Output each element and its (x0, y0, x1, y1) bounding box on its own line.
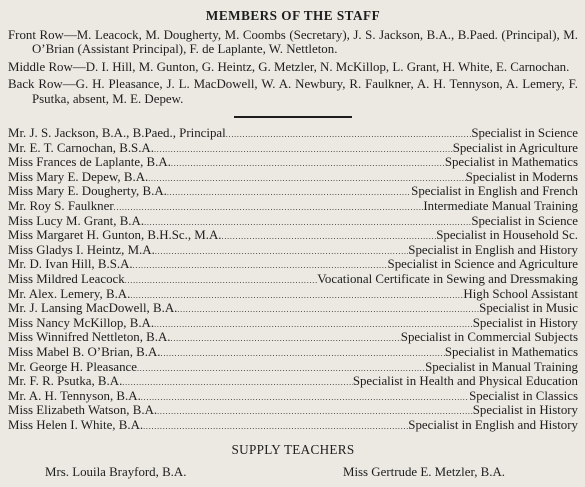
staff-name: Mr. F. R. Psutka, B.A. (8, 374, 123, 389)
staff-row (8, 171, 578, 186)
dot-leader (144, 215, 471, 230)
dot-leader (222, 229, 437, 244)
staff-name: Mr. D. Ivan Hill, B.S.A. (8, 257, 133, 272)
staff-role: High School Assistant (463, 286, 578, 301)
staff-role: Specialist in Science (471, 213, 578, 228)
staff-name: Miss Mary E. Depew, B.A. (8, 169, 149, 184)
photo-rows (8, 28, 578, 106)
staff-role: Specialist in History (472, 403, 578, 418)
staff-list (8, 127, 578, 433)
staff-name: Miss Helen I. White, B.A. (8, 417, 144, 432)
staff-role: Specialist in Health and Physical Education (352, 374, 578, 389)
staff-row (8, 404, 578, 419)
staff-name: Miss Margaret H. Gunton, B.H.Sc., M.A. (8, 228, 222, 243)
staff-row (8, 229, 578, 244)
staff-name: Mr. J. Lansing MacDowell, B.A. (8, 301, 178, 316)
staff-row (8, 346, 578, 361)
staff-name: Miss Mary E. Dougherty, B.A. (8, 184, 167, 199)
staff-role: Specialist in Mathematics (444, 155, 578, 170)
divider-rule (234, 116, 352, 118)
staff-name: Mr. J. S. Jackson, B.A., B.Paed., Principal (8, 126, 226, 141)
staff-row (8, 302, 578, 317)
dot-leader (161, 346, 445, 361)
dot-leader (167, 185, 411, 200)
page-title: MEMBERS OF THE STAFF (205, 8, 381, 23)
dot-leader (155, 244, 408, 259)
staff-name: Miss Frances de Laplante, B.A. (8, 155, 171, 170)
staff-name: Mr. E. T. Carnochan, B.S.A. (8, 140, 154, 155)
staff-row (8, 419, 578, 434)
dot-leader (137, 361, 425, 376)
back-row-caption: Back Row—G. H. Pleasance, J. L. MacDowell, W. A. Newbury, R. Faulkner, A. H. Tennyson, A. Lemery, F. Psutka, absent, M. E. Depew. (8, 77, 578, 106)
staff-row (8, 156, 578, 171)
dot-leader (141, 390, 469, 405)
dot-leader (133, 258, 388, 273)
supply-teachers-heading: SUPPLY TEACHERS (231, 441, 355, 457)
middle-row-caption: Middle Row—D. I. Hill, M. Gunton, G. Heintz, G. Metzler, N. McKillop, L. Grant, H. White, E. Carnochan. (8, 59, 570, 74)
dot-leader (157, 404, 473, 419)
staff-name: Miss Winnifred Nettleton, B.A. (8, 330, 171, 345)
staff-name: Miss Mabel B. O’Brian, B.A. (8, 344, 161, 359)
staff-role: Intermediate Manual Training (423, 199, 578, 213)
staff-name: Miss Elizabeth Watson, B.A. (8, 403, 158, 418)
staff-name: Mr. George H. Pleasance (8, 359, 137, 374)
staff-role: Specialist in Mathematics (444, 344, 578, 359)
dot-leader (148, 171, 465, 186)
staff-name: Miss Lucy M. Grant, B.A. (8, 213, 145, 228)
staff-row (8, 244, 578, 259)
staff-role: Specialist in Household Sc. (436, 228, 578, 243)
front-row-caption: Front Row—M. Leacock, M. Dougherty, M. Coombs (Secretary), J. S. Jackson, B.A., B.Paed. (Principal), M. O’Brian (Assistant Principal), F. de Laplante, W. Nettleton. (8, 28, 578, 57)
dot-leader (171, 156, 445, 171)
staff-role: Specialist in English and History (408, 242, 578, 257)
dot-leader (171, 331, 401, 346)
supply-teachers-list (8, 464, 578, 480)
staff-row (8, 200, 578, 215)
staff-role: Specialist in Commercial Subjects (400, 330, 578, 345)
staff-name: Miss Nancy McKillop, B.A. (8, 315, 155, 330)
staff-role: Specialist in Science and Agriculture (387, 257, 578, 272)
staff-name: Miss Gladys I. Heintz, M.A. (8, 242, 155, 257)
staff-row (8, 273, 578, 288)
staff-row (8, 317, 578, 332)
staff-row (8, 127, 578, 142)
staff-row (8, 215, 578, 230)
dot-leader (226, 127, 472, 142)
staff-role: Specialist in English and French (411, 184, 578, 199)
staff-row (8, 185, 578, 200)
staff-name: Mr. Roy S. Faulkner (8, 199, 114, 213)
dot-leader (154, 317, 473, 332)
dot-leader (130, 288, 463, 303)
staff-row (8, 142, 578, 157)
staff-role: Specialist in Classics (469, 388, 578, 403)
dot-leader (125, 273, 318, 288)
staff-name: Mr. Alex. Lemery, B.A. (8, 286, 131, 301)
staff-role: Specialist in Science (471, 126, 578, 141)
staff-role: Specialist in History (472, 315, 578, 330)
staff-row (8, 390, 578, 405)
dot-leader (114, 200, 424, 215)
staff-row (8, 288, 578, 303)
supply-teacher: Mrs. Louila Brayford, B.A. (45, 464, 187, 479)
dot-leader (143, 419, 408, 434)
dot-leader (177, 302, 479, 317)
staff-row (8, 361, 578, 376)
staff-role: Specialist in Agriculture (452, 140, 578, 155)
staff-role: Specialist in Music (479, 301, 578, 316)
staff-row (8, 375, 578, 390)
staff-name: Mr. A. H. Tennyson, B.A. (8, 388, 141, 403)
staff-role: Specialist in English and History (408, 417, 578, 432)
supply-teacher: Miss Gertrude E. Metzler, B.A. (343, 464, 506, 479)
dot-leader (154, 142, 453, 157)
staff-role: Specialist in Manual Training (425, 359, 578, 374)
staff-row (8, 331, 578, 346)
dot-leader (122, 375, 353, 390)
staff-role: Specialist in Moderns (465, 169, 578, 184)
staff-name: Miss Mildred Leacock (8, 271, 125, 286)
staff-row (8, 258, 578, 273)
staff-role: Vocational Certificate in Sewing and Dressmaking (317, 271, 578, 286)
